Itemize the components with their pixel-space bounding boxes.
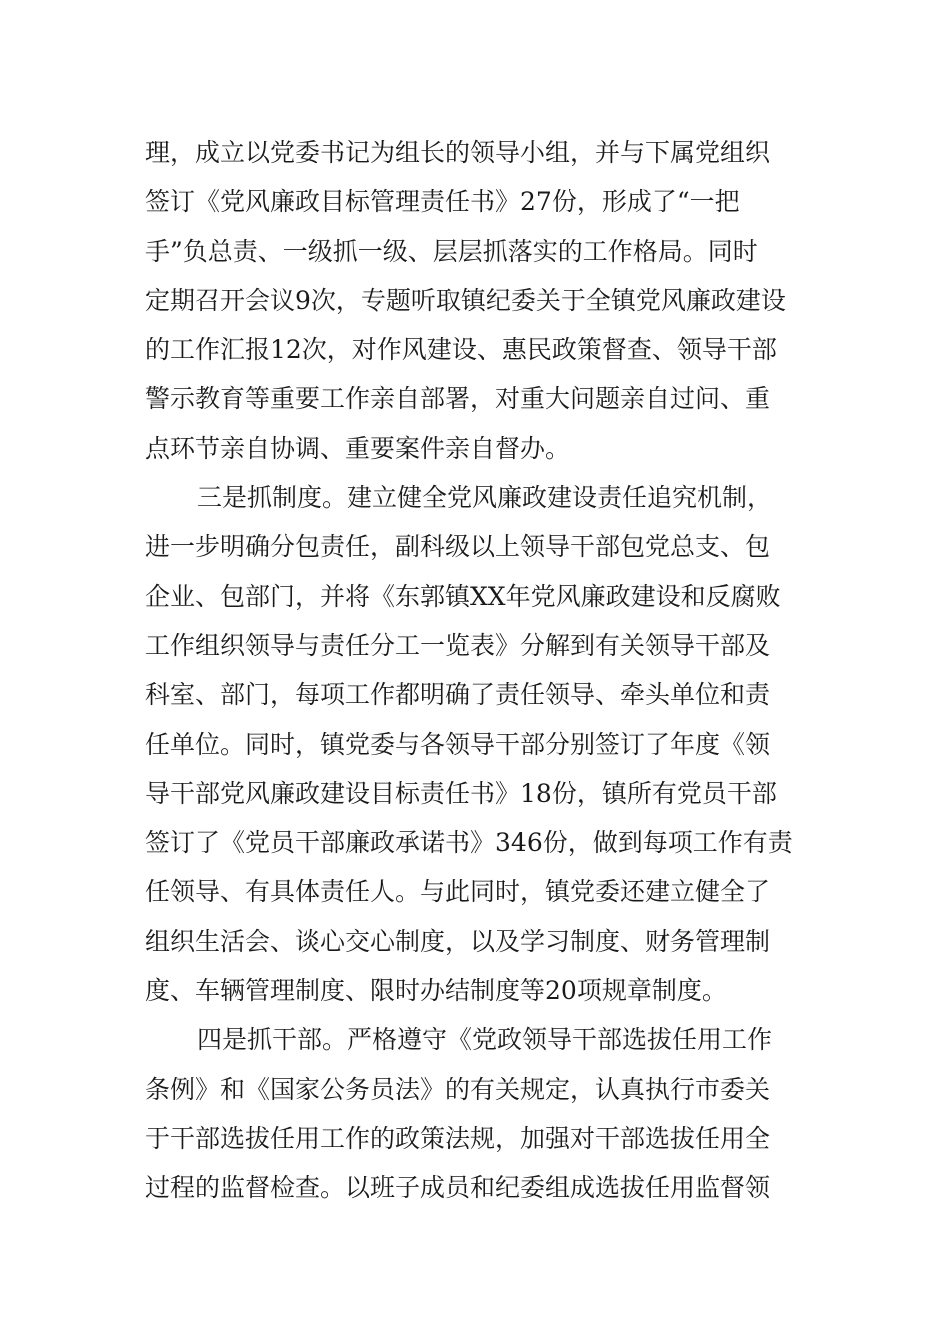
- text-line: 科室、部门，每项工作都明确了责任领导、牵头单位和责: [145, 680, 771, 710]
- text-line: 定期召开会议9次，专题听取镇纪委关于全镇党风廉政建设: [145, 285, 786, 315]
- text-line: 警示教育等重要工作亲自部署，对重大问题亲自过问、重: [145, 384, 771, 414]
- paragraph-first-line: 三是抓制度。建立健全党风廉政建设责任追究机制，: [197, 483, 773, 513]
- text-line: 工作组织领导与责任分工一览表》分解到有关领导干部及: [145, 630, 771, 660]
- text-line: 的工作汇报12次，对作风建设、惠民政策督查、领导干部: [145, 335, 777, 365]
- text-line: 过程的监督检查。以班子成员和纪委组成选拔任用监督领: [145, 1173, 771, 1203]
- text-line: 度、车辆管理制度、限时办结制度等20项规章制度。: [145, 976, 727, 1006]
- text-line: 理，成立以党委书记为组长的领导小组，并与下属党组织: [145, 138, 771, 167]
- paragraph-first-line: 四是抓干部。严格遵守《党政领导干部选拔任用工作: [197, 1025, 773, 1055]
- text-line: 任单位。同时，镇党委与各领导干部分别签订了年度《领: [145, 729, 771, 759]
- text-line: 签订了《党员干部廉政承诺书》346份，做到每项工作有责: [145, 828, 793, 858]
- text-line: 进一步明确分包责任，副科级以上领导干部包党总支、包: [145, 532, 771, 562]
- text-line: 企业、包部门，并将《东郭镇XX年党风廉政建设和反腐败: [145, 581, 781, 611]
- text-line: 组织生活会、谈心交心制度，以及学习制度、财务管理制: [145, 926, 771, 956]
- text-line: 手”负总责、一级抓一级、层层抓落实的工作格局。同时: [145, 236, 758, 266]
- text-line: 条例》和《国家公务员法》的有关规定，认真执行市委关: [145, 1074, 771, 1104]
- text-line: 签订《党风廉政目标管理责任书》27份，形成了“一把: [145, 187, 740, 217]
- text-line: 任领导、有具体责任人。与此同时，镇党委还建立健全了: [145, 877, 771, 907]
- text-line: 导干部党风廉政建设目标责任书》18份，镇所有党员干部: [145, 778, 777, 808]
- text-line: 点环节亲自协调、重要案件亲自督办。: [145, 433, 571, 463]
- text-line: 于干部选拔任用工作的政策法规，加强对干部选拔任用全: [145, 1123, 771, 1153]
- body-text: [145, 128, 810, 1213]
